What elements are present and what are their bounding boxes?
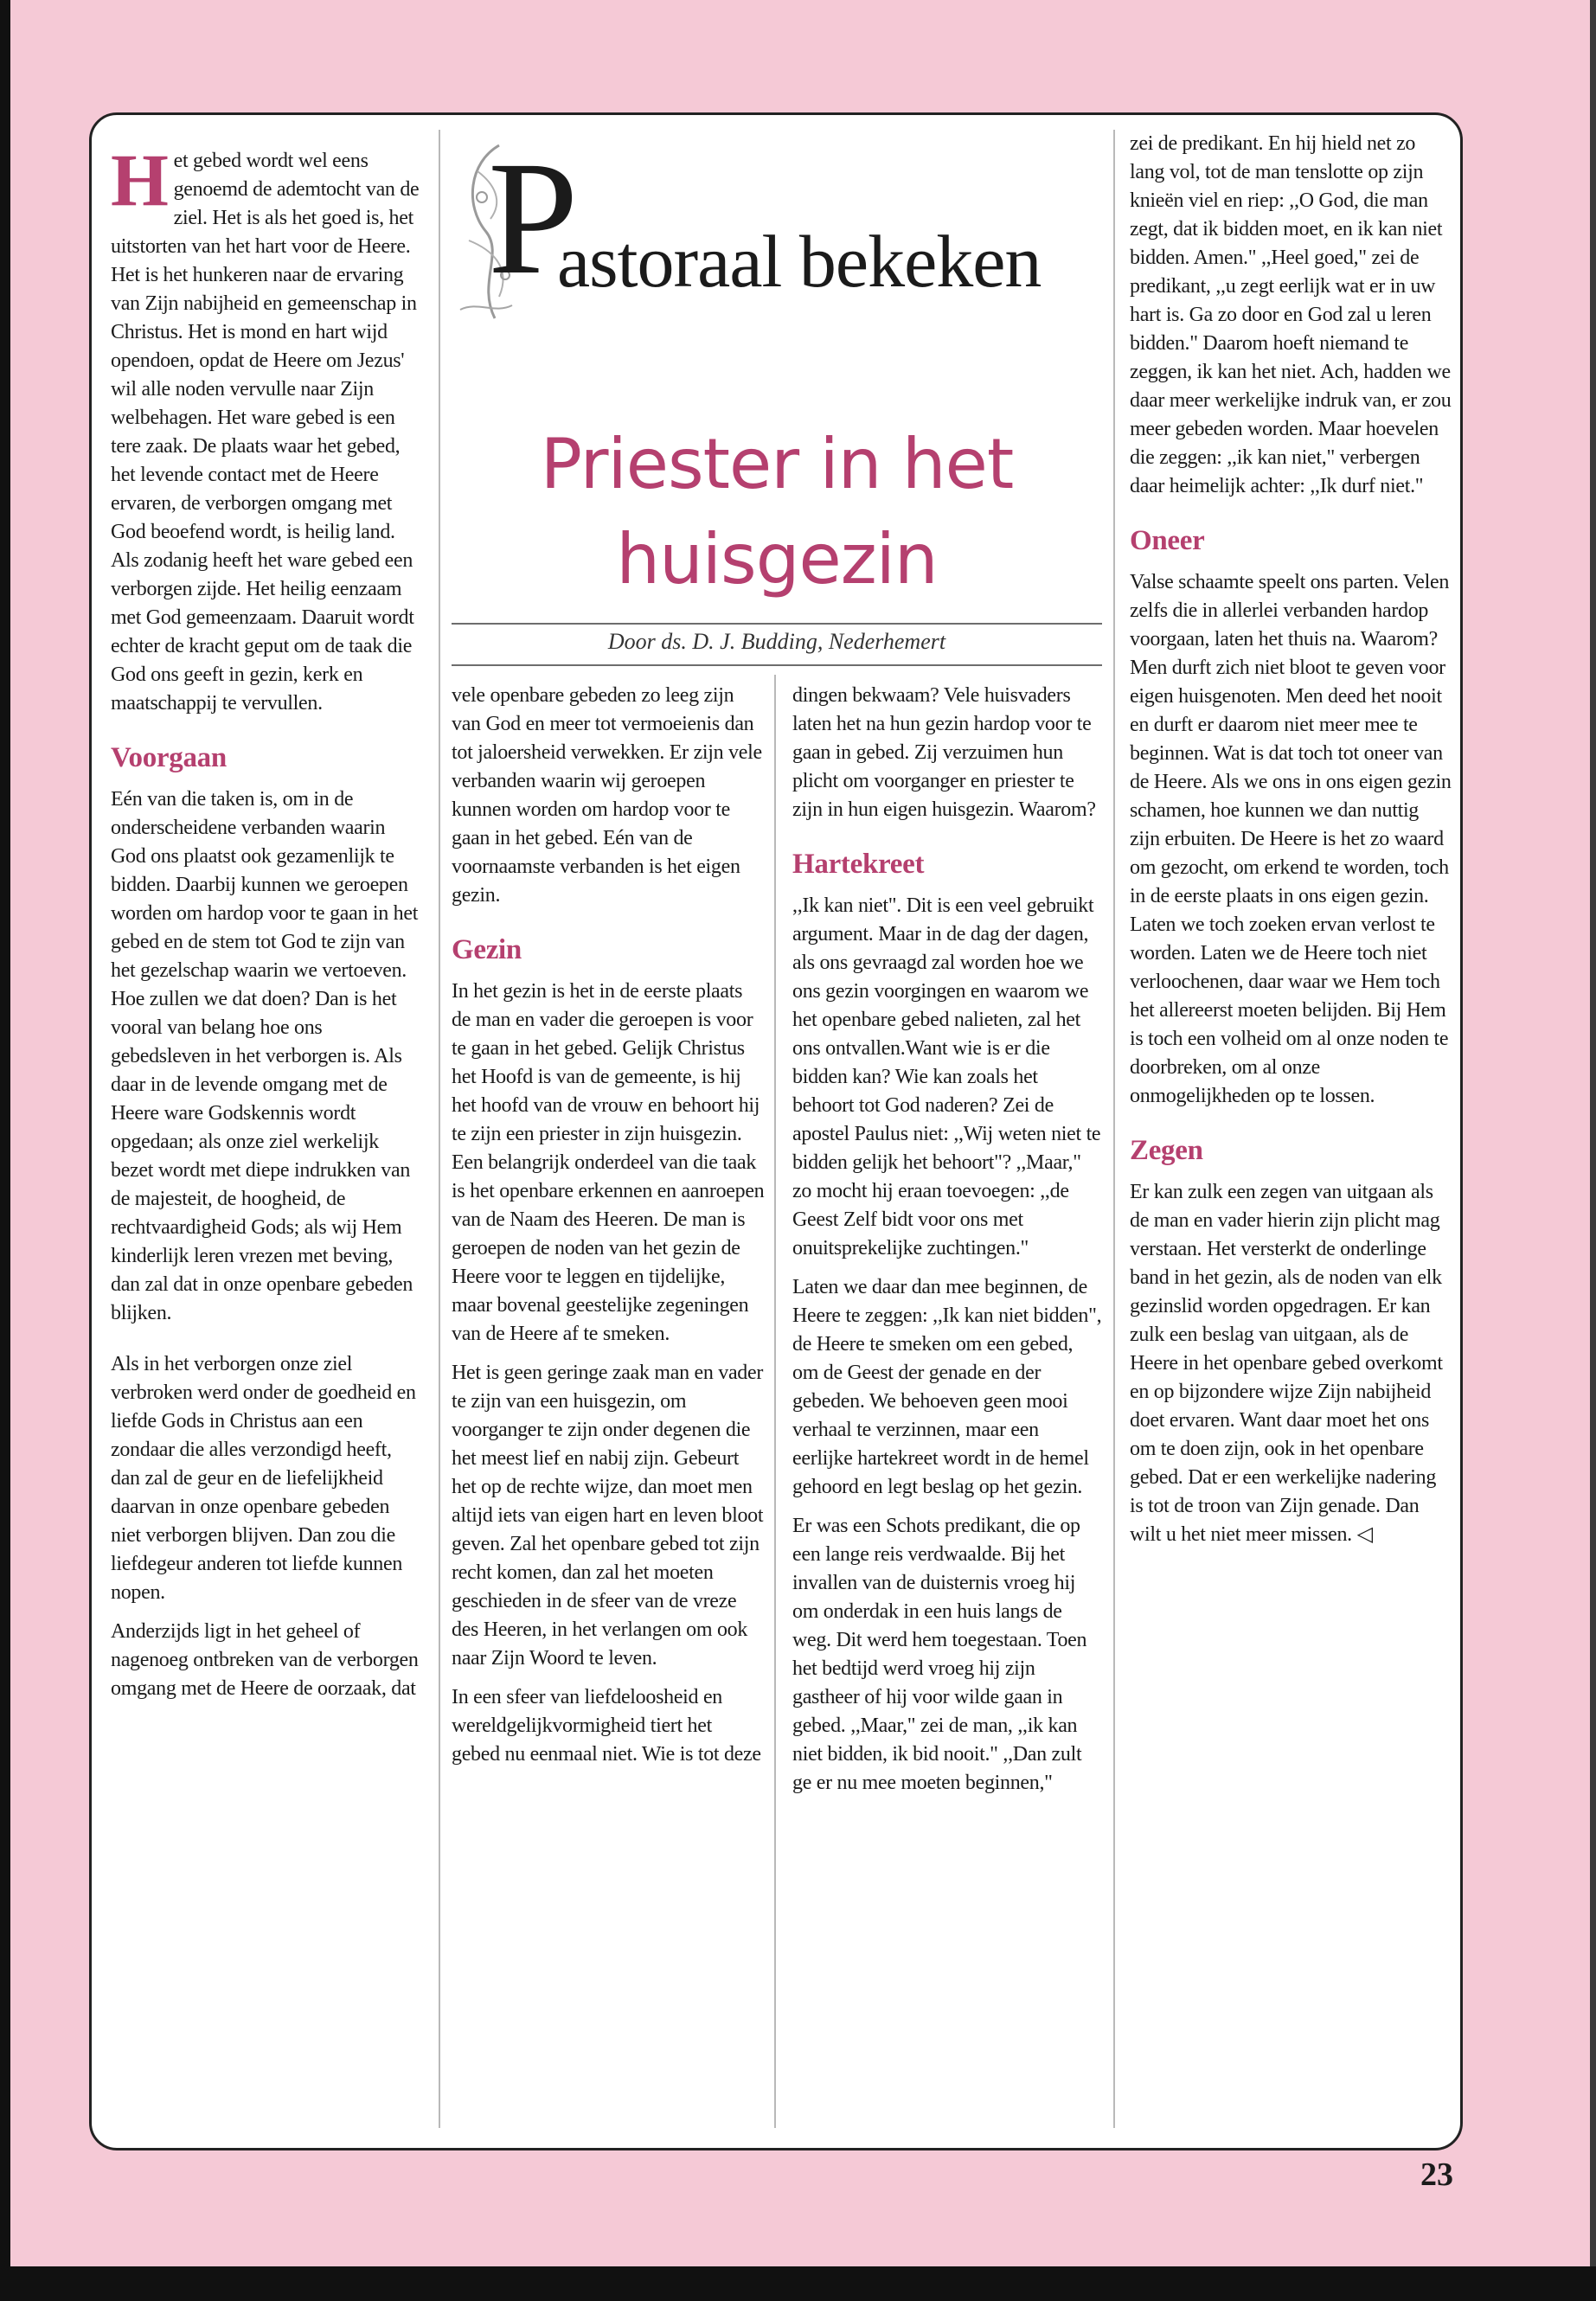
scan-edge-right [1590, 0, 1596, 2266]
paragraph: dingen bekwaam? Vele huisvaders laten het na hun gezin hardop voor te gaan in gebed. Zij verzuimen hun plicht om voorganger en priester te zijn in hun eigen huisgezin. Waarom? [792, 684, 1096, 821]
scan-edge-left [0, 0, 10, 2301]
drop-cap: H [111, 138, 169, 221]
headline-line-1: Priester in het [540, 424, 1014, 504]
column-rule-1 [439, 130, 440, 2128]
heading-hartekreet: Hartekreet [792, 849, 925, 880]
kicker-initial: P [488, 127, 579, 308]
heading-gezin: Gezin [452, 934, 522, 965]
headline-line-2: huisgezin [616, 519, 938, 599]
column-3 [792, 682, 1102, 2128]
kicker-text: astoraal bekeken [557, 220, 1042, 303]
column-rule-2 [774, 675, 776, 2128]
article-headline [452, 417, 1102, 607]
column-1 [111, 138, 422, 2128]
end-mark-icon: ◁ [1356, 1523, 1373, 1546]
closing-text: Er kan zulk een zegen van uitgaan als de man en vader hierin zijn plicht mag verstaan. Het versterkt de onderlinge band in het gezin, als de noden van elk gezinslid worden opgedragen. Er kan zulk een beslag van uitgaan, als de Heere in het openbare gebed overkomt en op bijzondere wijze Zijn nabijheid doet ervaren. Want daar moet het ons om te doen zijn, ook in het openbare gebed. Dat er een werkelijke nadering is tot de troon van Zijn genade. Dan wilt u het niet meer missen. [1130, 1181, 1443, 1546]
paragraph: In een sfeer van liefdeloosheid en wereldgelijkvormigheid tiert het gebed nu eenmaal niet. Wie is tot deze [452, 1686, 761, 1766]
column-2 [452, 682, 765, 2128]
title-block [452, 127, 1102, 616]
title-rule [452, 623, 1102, 625]
intro-text: et gebed wordt wel eens genoemd de ademtocht van de ziel. Het is als het goed is, het uitstorten van het hart voor de Heere. Het is het hunkeren naar de ervaring van Zijn nabijheid en gemeenschap in Christus. Het is mond en hart wijd opendoen, opdat de Heere om Jezus' wil alle noden vervulle naar Zijn welbehagen. Het ware gebed is een tere zaak. De plaats waar het gebed, het levende contact met de Heere ervaren, de verborgen omgang met God beoefend wordt, is heilig land. Als zodanig heeft het ware gebed een verborgen zijde. Het heilig eenzaam met God gemeenzaam. Daaruit wordt echter de kracht geput om de taak die God ons geeft in gezin, kerk en maatschappij te vervullen. [111, 150, 420, 715]
paragraph: Er was een Schots predikant, die op een lange reis verdwaalde. Bij het invallen van de duisternis vroeg hij om onderdak in een huis langs de weg. Dit werd hem toegestaan. Toen het bedtijd werd vroeg hij zijn gastheer of hij voor wilde gaan in gebed. ,,Maar," zei de man, ,,ik kan niet bidden, ik bid nooit." ,,Dan zult ge er nu mee moeten beginnen," [792, 1515, 1087, 1794]
heading-voorgaan: Voorgaan [111, 742, 227, 773]
scan-edge-bottom [0, 2266, 1596, 2301]
paragraph: Valse schaamte speelt ons parten. Velen zelfs die in allerlei verbanden hardop voorgaan, laten het thuis na. Waarom? Men durft zich niet bloot te geven voor eigen huisgenoten. Men deed het nooit en durft er daarom niet meer mee te beginnen. Wat is dat toch tot oneer van de Heere. Als we ons in ons eigen gezin schamen, hoe kunnen we dan nuttig zijn erbuiten. De Heere is het zo waard om gezocht, om erkend te worden, toch in de eerste plaats in ons eigen gezin. Laten we toch zoeken ervan verlost te worden. Laten we de Heere toch niet verloochenen, daar waar we Hem toch het allereerst moeten belijden. Bij Hem is toch een volheid om al onze noden te doorbreken, om al onze onmogelijkheden op te lossen. [1130, 571, 1452, 1107]
paragraph: ,,Ik kan niet". Dit is een veel gebruikt argument. Maar in de dag der dagen, als ons gevraagd zal worden hoe we ons gezin voorgingen en waarom we het openbare gebed nalieten, zal het ons ontvallen.Want wie is er die bidden kan? Wie kan zoals het behoort tot God naderen? Zei de apostel Paulus niet: ,,Wij weten niet te bidden gelijk het behoort"? ,,Maar," zo mocht hij eraan toevoegen: ,,de Geest Zelf bidt voor ons met onuitsprekelijke zuchtingen." [792, 894, 1101, 1259]
paragraph: In het gezin is het in de eerste plaats de man en vader die geroepen is voor te gaan in het gebed. Gelijk Christus het Hoofd is van de gemeente, is hij het hoofd van de vrouw en behoort hij te zijn een priester in zijn huisgezin. Een belangrijk onderdeel van die taak is het openbare erkennen en aanroepen van de Naam des Heeren. De man is geroepen de noden van het gezin de Heere voor te leggen en tijdelijke, maar bovenal geestelijke zegeningen van de Heere af te smeken. [452, 980, 765, 1345]
paragraph: Laten we daar dan mee beginnen, de Heere te zeggen: ,,Ik kan niet bidden", de Heere te smeken om een gebed, om de Geest der genade en der gebeden. We behoeven geen mooi verhaal te verzinnen, maar een eerlijke hartekreet wordt in de hemel gehoord en legt beslag op het gezin. [792, 1276, 1102, 1498]
paragraph: Als in het verborgen onze ziel verbroken werd onder de goedheid en liefde Gods in Christus aan een zondaar die alles verzondigd heeft, dan zal de geur en de liefelijkheid daarvan in onze openbare gebeden niet verborgen blijven. Dan zou die liefdegeur anderen tot liefde kunnen nopen. [111, 1353, 416, 1604]
byline-rule [452, 664, 1102, 666]
heading-zegen: Zegen [1130, 1135, 1203, 1166]
paragraph: vele openbare gebeden zo leeg zijn van God en meer tot vermoeienis dan tot jaloersheid verwekken. Er zijn vele verbanden waarin wij geroepen kunnen worden om hardop voor te gaan in het gebed. Eén van de voornaamste verbanden is het eigen gezin. [452, 684, 762, 907]
paragraph: zei de predikant. En hij hield net zo lang vol, tot de man tenslotte op zijn knieën viel en riep: ,,O God, die man zegt, dat ik bidden moet, en ik kan niet bidden. Amen." ,,Heel goed," zei de predikant, ,,u zegt eerlijk wat er in uw hart is. Ga zo door en God zal u leren bidden." Daarom hoeft niemand te zeggen, ik kan het niet. Ach, hadden we daar meer werkelijke indruk van, er zou meer gebeden worden. Maar hoevelen die zeggen: ,,ik kan niet," verbergen daar heimelijk achter: ,,Ik durf niet." [1130, 132, 1452, 497]
column-4 [1130, 130, 1452, 2128]
paragraph: Eén van die taken is, om in de onderscheidene verbanden waarin God ons plaatst ook gezamenlijk te bidden. Daarbij kunnen we geroepen worden om hardop voor te gaan in het gebed en de stem tot God te zijn van het gezelschap waarin we vertoeven. Hoe zullen we dat doen? Dan is het vooral van belang hoe ons gebedsleven in het verborgen is. Als daar in de levende omgang met de Heere ware Godskennis wordt opgedaan; als onze ziel werkelijk bezet wordt met diepe indrukken van de majesteit, de hoogheid, de rechtvaardigheid Gods; als wij Hem kinderlijk leren vrezen met beving, dan zal dat in onze openbare gebeden blijken. [111, 788, 419, 1324]
page-number: 23 [1420, 2157, 1453, 2193]
paragraph: Anderzijds ligt in het geheel of nagenoeg ontbreken van de verborgen omgang met de Heere de oorzaak, dat [111, 1620, 419, 1700]
paragraph: Het is geen geringe zaak man en vader te zijn van een huisgezin, om voorganger te zijn onder degenen die het meest lief en nabij zijn. Gebeurt het op de rechte wijze, dan moet men altijd iets van eigen hart en leven bloot geven. Zal het openbare gebed tot zijn recht komen, dan zal het moeten geschieden in de sfeer van de vreze des Heeren, in het verlangen om ook naar Zijn Woord te leven. [452, 1362, 764, 1670]
intro-paragraph [111, 138, 422, 718]
byline: Door ds. D. J. Budding, Nederhemert [607, 629, 946, 654]
heading-oneer: Oneer [1130, 525, 1205, 556]
paragraph [1130, 1178, 1452, 1549]
column-rule-3 [1113, 130, 1115, 2128]
